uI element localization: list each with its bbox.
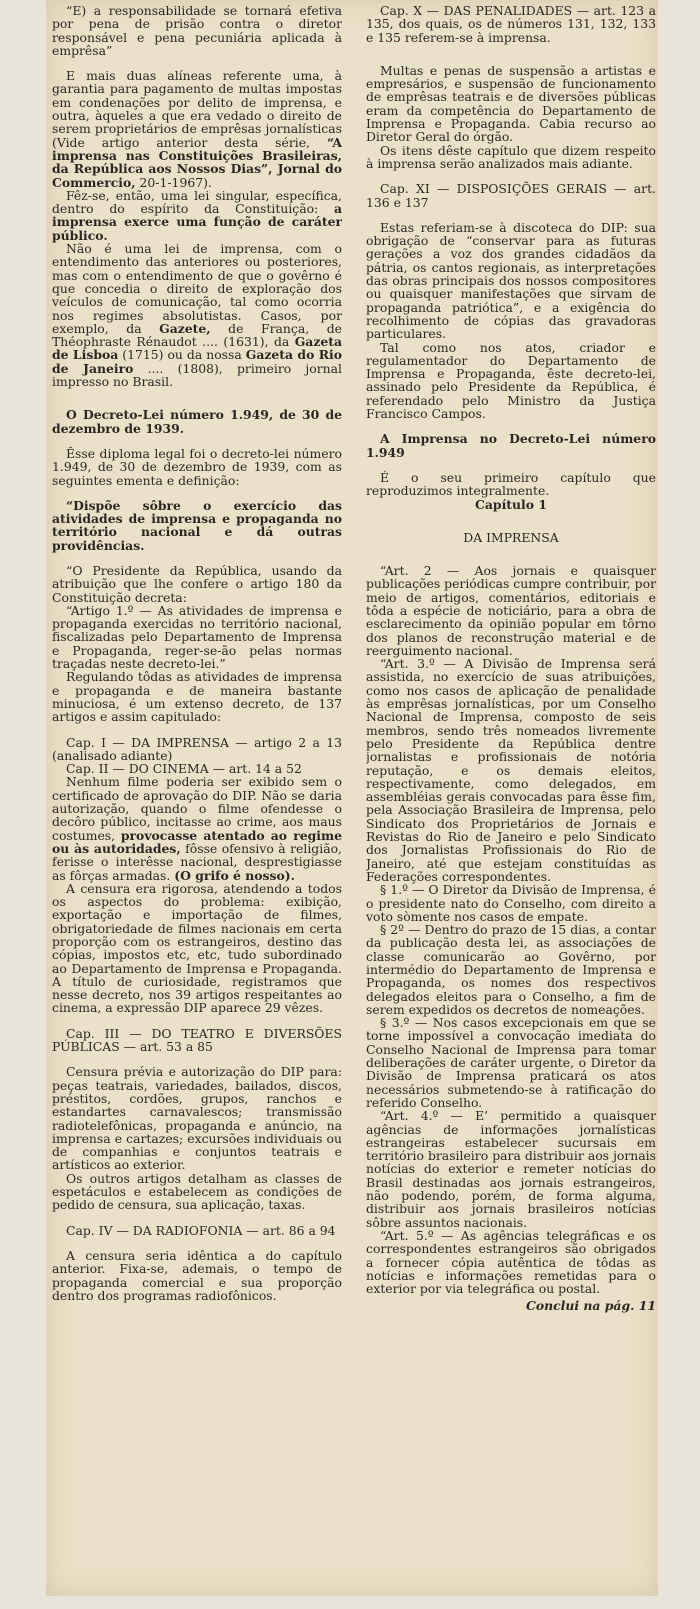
- paragraph: Estas referiam-se à discoteca do DIP: sua obrigação de “conservar para as futuras gerações a voz dos grandes cidadãos da pátria, os cantos regionais, as interpretações das obras principais dos nossos compositores ou quaisquer manifestações que sirvam de propaganda patriótica”, e a exigência do recolhimento de cópias das gravadoras particulares.: [366, 219, 656, 342]
- paragraph: Censura prévia e autorização do DIP para: peças teatrais, variedades, bailados, discos, préstitos, cordões, grupos, ranchos e estandartes carnavalescos; transmissão radiotelefônicas, propaganda e anúncio, na imprensa e cartazes; excursões individuais ou de companhias e conjuntos teatrais e artísticos ao exterior.: [52, 1064, 342, 1173]
- emphasis: “A imprensa nas Constituições Brasileiras, da República aos Nossos Dias”, Jornal do Commercio,: [52, 134, 342, 190]
- paragraph: Regulando tôdas as atividades de imprensa e propaganda e de maneira bastante minuciosa, é um extenso decreto, de 137 artigos e assim capitulado:: [52, 669, 342, 725]
- paragraph: § 1.º — O Diretor da Divisão de Imprensa, é o presidente nato do Conselho, com direito a voto sòmente nos casos de empate.: [366, 882, 656, 924]
- left-column: [52, 4, 342, 1574]
- paragraph: § 3.º — Nos casos excepcionais em que se torne impossível a convocação imediata do Conselho Nacional de Imprensa para tomar deliberações de caráter urgente, o Diretor da Divisão de Imprensa praticará os atos necessários submetendo-se à ratificação do referido Conselho.: [366, 1015, 656, 1110]
- paragraph: § 2º — Dentro do prazo de 15 dias, a contar da publicação desta lei, as associações de classe comunicarão ao Govêrno, por intermédio do Departamento de Imprensa e Propaganda, os nomes dos respectivos delegados eleitos para o Conselho, a fim de serem expedidos os decretos de nomeações.: [366, 922, 656, 1017]
- paragraph: Não é uma lei de imprensa, com o entendimento das anteriores ou posteriores, mas com o entendimento de que o govêrno é que concedia o direito de exploração dos veículos de comunicação, tal como ocorria nos regimes absolutistas. Casos, por exemplo, da Gazete, de França, de Théophraste Rénaudot .... (1631), da Gazeta de Lisboa (1715) ou da nossa Gazeta do Rio de Janeiro .... (1808), primeiro jornal impresso no Brasil.: [52, 241, 342, 390]
- paragraph: Fêz-se, então, uma lei singular, específica, dentro do espírito da Constituição: a imprensa exerce uma função de caráter público.: [52, 187, 342, 243]
- paragraph: É o seu primeiro capítulo que reproduzimos integralmente.: [366, 469, 656, 499]
- emphasis: Gazeta do Rio de Janeiro: [52, 347, 342, 376]
- chapter-line: Cap. III — DO TEATRO E DIVERSÕES PÚBLICAS — art. 53 a 85: [52, 1025, 342, 1055]
- paragraph: Os itens dêste capítulo que dizem respeito à imprensa serão analizados mais adiante.: [366, 142, 656, 171]
- newspaper-clipping: [46, 0, 658, 1596]
- chapter-line: Cap. II — DO CINEMA — art. 14 a 52: [66, 761, 302, 777]
- continuation-note: Conclui na pág. 11: [526, 1298, 656, 1314]
- paragraph: Tal como nos atos, criador e regulamentador do Departamento de Imprensa e Propaganda, êste decreto-lei, assinado pelo Presidente da República, é referendado pelo Ministro da Justiça Francisco Campos.: [366, 339, 656, 422]
- article: “Art. 3.º — A Divisão de Imprensa será assistida, no exercício de suas atribuições, como nos casos de aplicação de penalidade às emprêsas jornalísticas, por um Conselho Nacional de Imprensa, composto de seis membros, sendo três nomeados livremente pelo Presidente da República dentre jornalistas e profissionais de notória reputação, e os demais eleitos, respectivamente, como delegados, em assembléias gerais convocadas para êsse fim, pela Associação Brasileira de Imprensa, pelo Sindicato dos Proprietários de Jornais e Revistas do Rio de Janeiro e pelo Sindicato dos Jornalistas Profissionais do Rio de Janeiro, até que estejam constituídas as Federações correspondentes.: [366, 656, 656, 884]
- emphasis: a imprensa exerce uma função de caráter público.: [52, 201, 342, 243]
- article: “Art. 5.º — As agências telegráficas e os correspondentes estrangeiros são obrigados a fornecer cópia autêntica de tôdas as notícias e informações remetidas para o exterior por via telegráfica ou postal.: [366, 1227, 656, 1297]
- right-column: [366, 4, 656, 1590]
- chapter-line: Cap. XI — DISPOSIÇÕES GERAIS — art. 136 e 137: [366, 181, 656, 210]
- paragraph: “Artigo 1.º — As atividades de imprensa e propaganda exercidas no território nacional, fiscalizadas pelo Departamento de Imprensa e Propaganda, reger-se-ão pelas normas traçadas neste decreto-lei.”: [52, 602, 342, 672]
- paragraph: “E) a responsabilidade se tornará efetiva por pena de prisão contra o diretor responsável e pena pecuniária aplicada à emprêsa”: [52, 4, 342, 58]
- paragraph: A censura seria idêntica a do capítulo anterior. Fixa-se, ademais, o tempo de propaganda comercial e sua proporção dentro dos programas radiofônicos.: [52, 1247, 342, 1303]
- paragraph: Êsse diploma legal foi o decreto-lei número 1.949, de 30 de dezembro de 1939, com as seguintes ementa e definição:: [52, 445, 342, 488]
- decree-summary: “Dispõe sôbre o exercício das atividades de imprensa e propaganda no território nacional e dá outras providências.: [52, 497, 342, 553]
- emphasis: (O grifo é nosso).: [174, 867, 295, 883]
- paragraph: A censura era rigorosa, atendendo a todos os aspectos do problema: exibição, exportação e importação de filmes, obrigatoriedade de filmes nacionais em certa proporção com os estrangeiros, destino das cópias, impostos etc, etc, tudo subordinado ao Departamento de Imprensa e Propaganda. A título de curiosidade, registramos que nesse decreto, nos 39 artigos respeitantes ao cinema, a expressão DIP aparece 29 vêzes.: [52, 880, 342, 1016]
- paragraph: “O Presidente da República, usando da atribuição que lhe confere o artigo 180 da Constituição decreta:: [52, 562, 342, 605]
- paragraph: E mais duas alíneas referente uma, à garantia para pagamento de multas impostas em condenações por delito de imprensa, e outra, àqueles a que era vedado o direito de serem proprietários de emprêsas jornalísticas (Vide artigo anterior desta série, “A imprensa nas Constituições Brasileiras, da República aos Nossos Dias”, Jornal do Commercio, 20-1-1967).: [52, 68, 342, 190]
- emphasis: Gazeta de Lisboa: [52, 334, 342, 363]
- paragraph: Nenhum filme poderia ser exibido sem o certificado de aprovação do DIP. Não se daria autorização, quando o filme ofendesse o decôro público, incitasse ao crime, aos maus costumes, provocasse atentado ao regime ou às autoridades, fôsse ofensivo à religião, ferisse o interêsse nacional, desprestigiasse as fôrças armadas. (O grifo é nosso).: [52, 774, 342, 883]
- section-heading: O Decreto-Lei número 1.949, de 30 de dezembro de 1939.: [52, 407, 342, 436]
- paragraph: Multas e penas de suspensão a artistas e empresários, e suspensão de funcionamento de emprêsas teatrais e de diversões públicas eram da competência do Departamento de Imprensa e Propaganda. Cabia recurso ao Diretor Geral do órgão.: [366, 62, 656, 145]
- section-heading: A Imprensa no Decreto-Lei número 1.949: [366, 431, 656, 460]
- article: “Art. 4.º — E’ permitido a quaisquer agências de informações jornalísticas estrangeiras estabelecer sucursais em território brasileiro para distribuir aos jornais notícias do exterior e remeter notícias do Brasil destinadas aos jornais estrangeiros, não podendo, porém, de forma alguma, distribuir aos jornais brasileiros notícias sôbre assuntos nacionais.: [366, 1108, 656, 1230]
- article: “Art. 2 — Aos jornais e quaisquer publicações periódicas cumpre contribuir, por meio de artigos, comentários, editoriais e tôda a espécie de noticiário, para a obra de esclarecimento da opinião popular em tôrno dos planos de reconstrução material e de reerguimento nacional.: [366, 563, 656, 658]
- paragraph: Os outros artigos detalham as classes de espetáculos e estabelecem as condições de pedido de censura, sua aplicação, taxas.: [52, 1170, 342, 1213]
- chapter-title: DA IMPRENSA: [463, 529, 559, 545]
- emphasis: Gazete,: [159, 320, 211, 336]
- chapter-heading: Capítulo 1: [475, 496, 547, 512]
- chapter-line: Cap. I — DA IMPRENSA — artigo 2 a 13 (analisado adiante): [52, 734, 342, 763]
- chapter-line: Cap. X — DAS PENALIDADES — art. 123 a 135, dos quais, os de números 131, 132, 133 e 135 referem-se à imprensa.: [366, 4, 656, 45]
- chapter-line: Cap. IV — DA RADIOFONIA — art. 86 a 94: [66, 1222, 336, 1238]
- emphasis: provocasse atentado ao regime ou às autoridades,: [52, 827, 342, 856]
